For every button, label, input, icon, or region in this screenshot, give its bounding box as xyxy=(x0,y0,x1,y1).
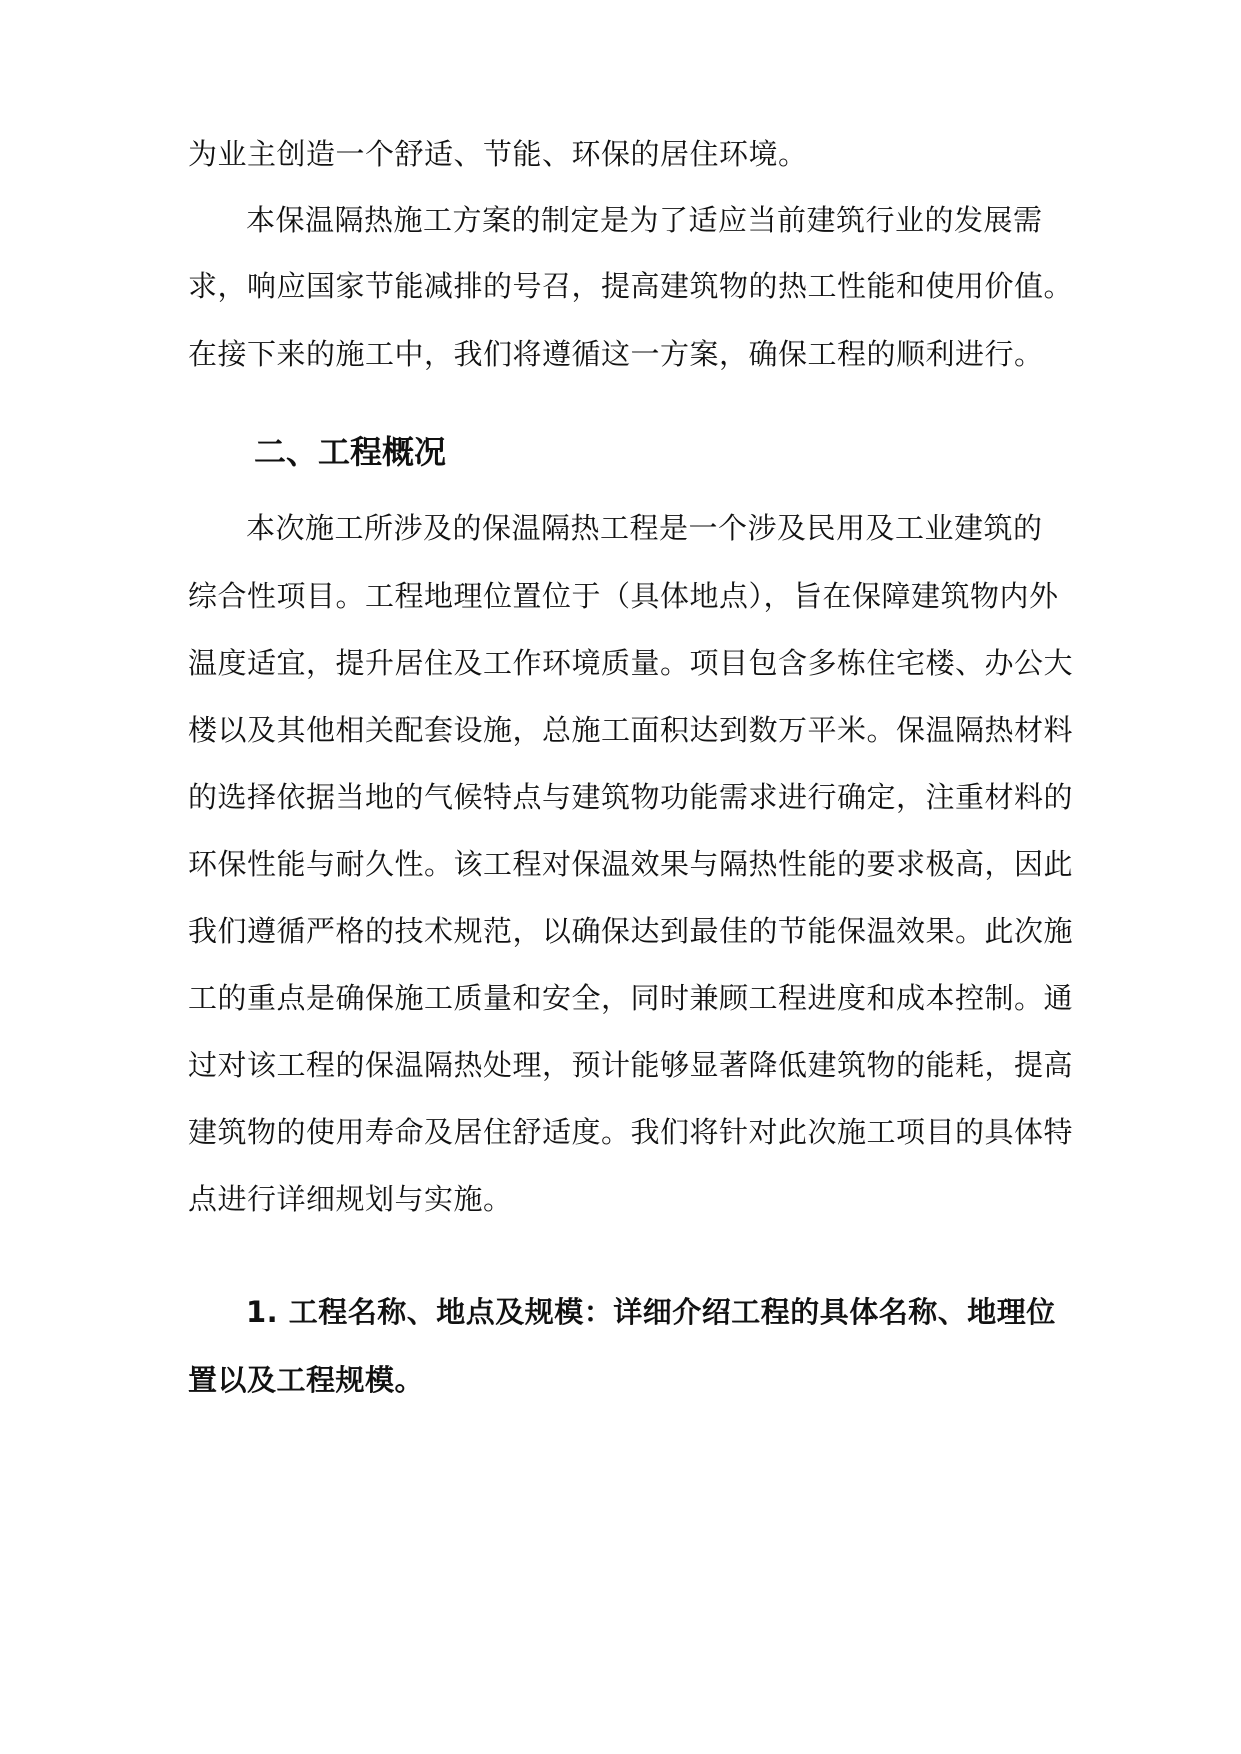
subsection-heading-line: 置以及工程规模。 xyxy=(188,1363,425,1397)
paragraph-line: 本保温隔热施工方案的制定是为了适应当前建筑行业的发展需 xyxy=(246,203,1043,237)
paragraph-line: 本次施工所涉及的保温隔热工程是一个涉及民用及工业建筑的 xyxy=(246,511,1043,545)
paragraph-line: 我们遵循严格的技术规范，以确保达到最佳的节能保温效果。此次施 xyxy=(188,914,1074,948)
paragraph-line: 求，响应国家节能减排的号召，提高建筑物的热工性能和使用价值。 xyxy=(188,269,1074,303)
section-heading: 二、工程概况 xyxy=(254,433,447,471)
paragraph-line: 工的重点是确保施工质量和安全，同时兼顾工程进度和成本控制。通 xyxy=(188,981,1074,1015)
paragraph-line: 在接下来的施工中，我们将遵循这一方案，确保工程的顺利进行。 xyxy=(188,337,1044,371)
paragraph-line: 点进行详细规划与实施。 xyxy=(188,1182,513,1216)
paragraph-line: 为业主创造一个舒适、节能、环保的居住环境。 xyxy=(188,137,808,171)
paragraph-line: 综合性项目。工程地理位置位于（具体地点），旨在保障建筑物内外 xyxy=(188,579,1059,613)
paragraph-line: 环保性能与耐久性。该工程对保温效果与隔热性能的要求极高，因此 xyxy=(188,847,1074,881)
paragraph-line: 建筑物的使用寿命及居住舒适度。我们将针对此次施工项目的具体特 xyxy=(188,1115,1074,1149)
paragraph-line: 温度适宜，提升居住及工作环境质量。项目包含多栋住宅楼、办公大 xyxy=(188,646,1074,680)
paragraph-line: 的选择依据当地的气候特点与建筑物功能需求进行确定，注重材料的 xyxy=(188,780,1074,814)
subsection-heading-line: 1. 工程名称、地点及规模：详细介绍工程的具体名称、地理位 xyxy=(246,1295,1056,1329)
paragraph-line: 楼以及其他相关配套设施，总施工面积达到数万平米。保温隔热材料 xyxy=(188,713,1074,747)
paragraph-line: 过对该工程的保温隔热处理，预计能够显著降低建筑物的能耗，提高 xyxy=(188,1048,1074,1082)
